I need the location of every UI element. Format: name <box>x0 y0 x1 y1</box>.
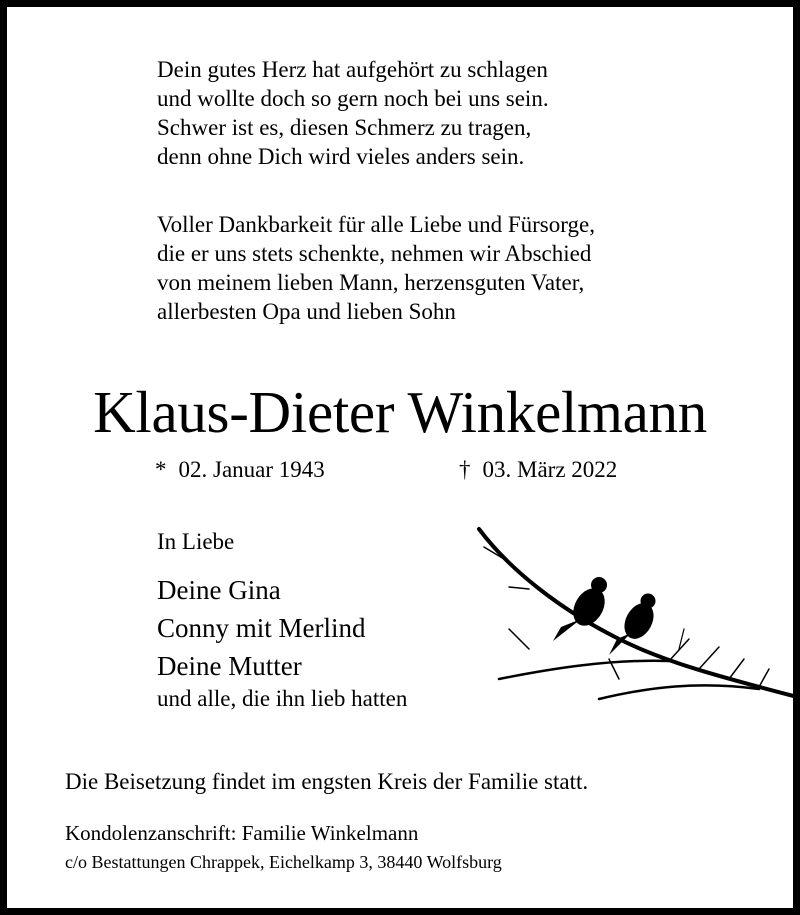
birth-date: 02. Januar 1943 <box>178 457 325 482</box>
poem-line: Schwer ist es, diesen Schmerz zu tragen, <box>157 115 532 140</box>
birth-date-line <box>155 457 325 483</box>
farewell-text <box>157 210 757 326</box>
death-date: 03. März 2022 <box>482 457 618 482</box>
farewell-line: die er uns stets schenkte, nehmen wir Abschied <box>157 241 592 266</box>
birth-symbol: * <box>155 457 167 482</box>
death-date-line <box>459 457 617 483</box>
deceased-name: Klaus-Dieter Winkelmann <box>93 379 707 445</box>
farewell-line: allerbesten Opa und lieben Sohn <box>157 299 456 324</box>
farewell-line: von meinem lieben Mann, herzensguten Vater, <box>157 270 585 295</box>
mourners-list <box>157 571 366 685</box>
others-line: und alle, die ihn lieb hatten <box>157 686 408 711</box>
mourner-name: Conny mit Merlind <box>157 613 366 643</box>
farewell-line: Voller Dankbarkeit für alle Liebe und Fürsorge, <box>157 212 595 237</box>
birds-on-branch-icon <box>469 519 799 719</box>
mourner-name: Deine Gina <box>157 575 281 605</box>
funeral-note: Die Beisetzung findet im engsten Kreis der Familie statt. <box>65 769 589 794</box>
poem-line: Dein gutes Herz hat aufgehört zu schlagen <box>157 57 548 82</box>
mourner-name: Deine Mutter <box>157 651 302 681</box>
poem-stanza-1 <box>157 55 757 171</box>
poem-line: und wollte doch so gern noch bei uns sein. <box>157 86 549 111</box>
death-symbol: † <box>459 457 471 482</box>
in-love-label: In Liebe <box>157 529 235 554</box>
condolence-address: Kondolenzanschrift: Familie Winkelmann <box>65 821 419 845</box>
funeral-home-address: c/o Bestattungen Chrappek, Eichelkamp 3, 38440 Wolfsburg <box>65 852 502 872</box>
poem-line: denn ohne Dich wird vieles anders sein. <box>157 144 525 169</box>
